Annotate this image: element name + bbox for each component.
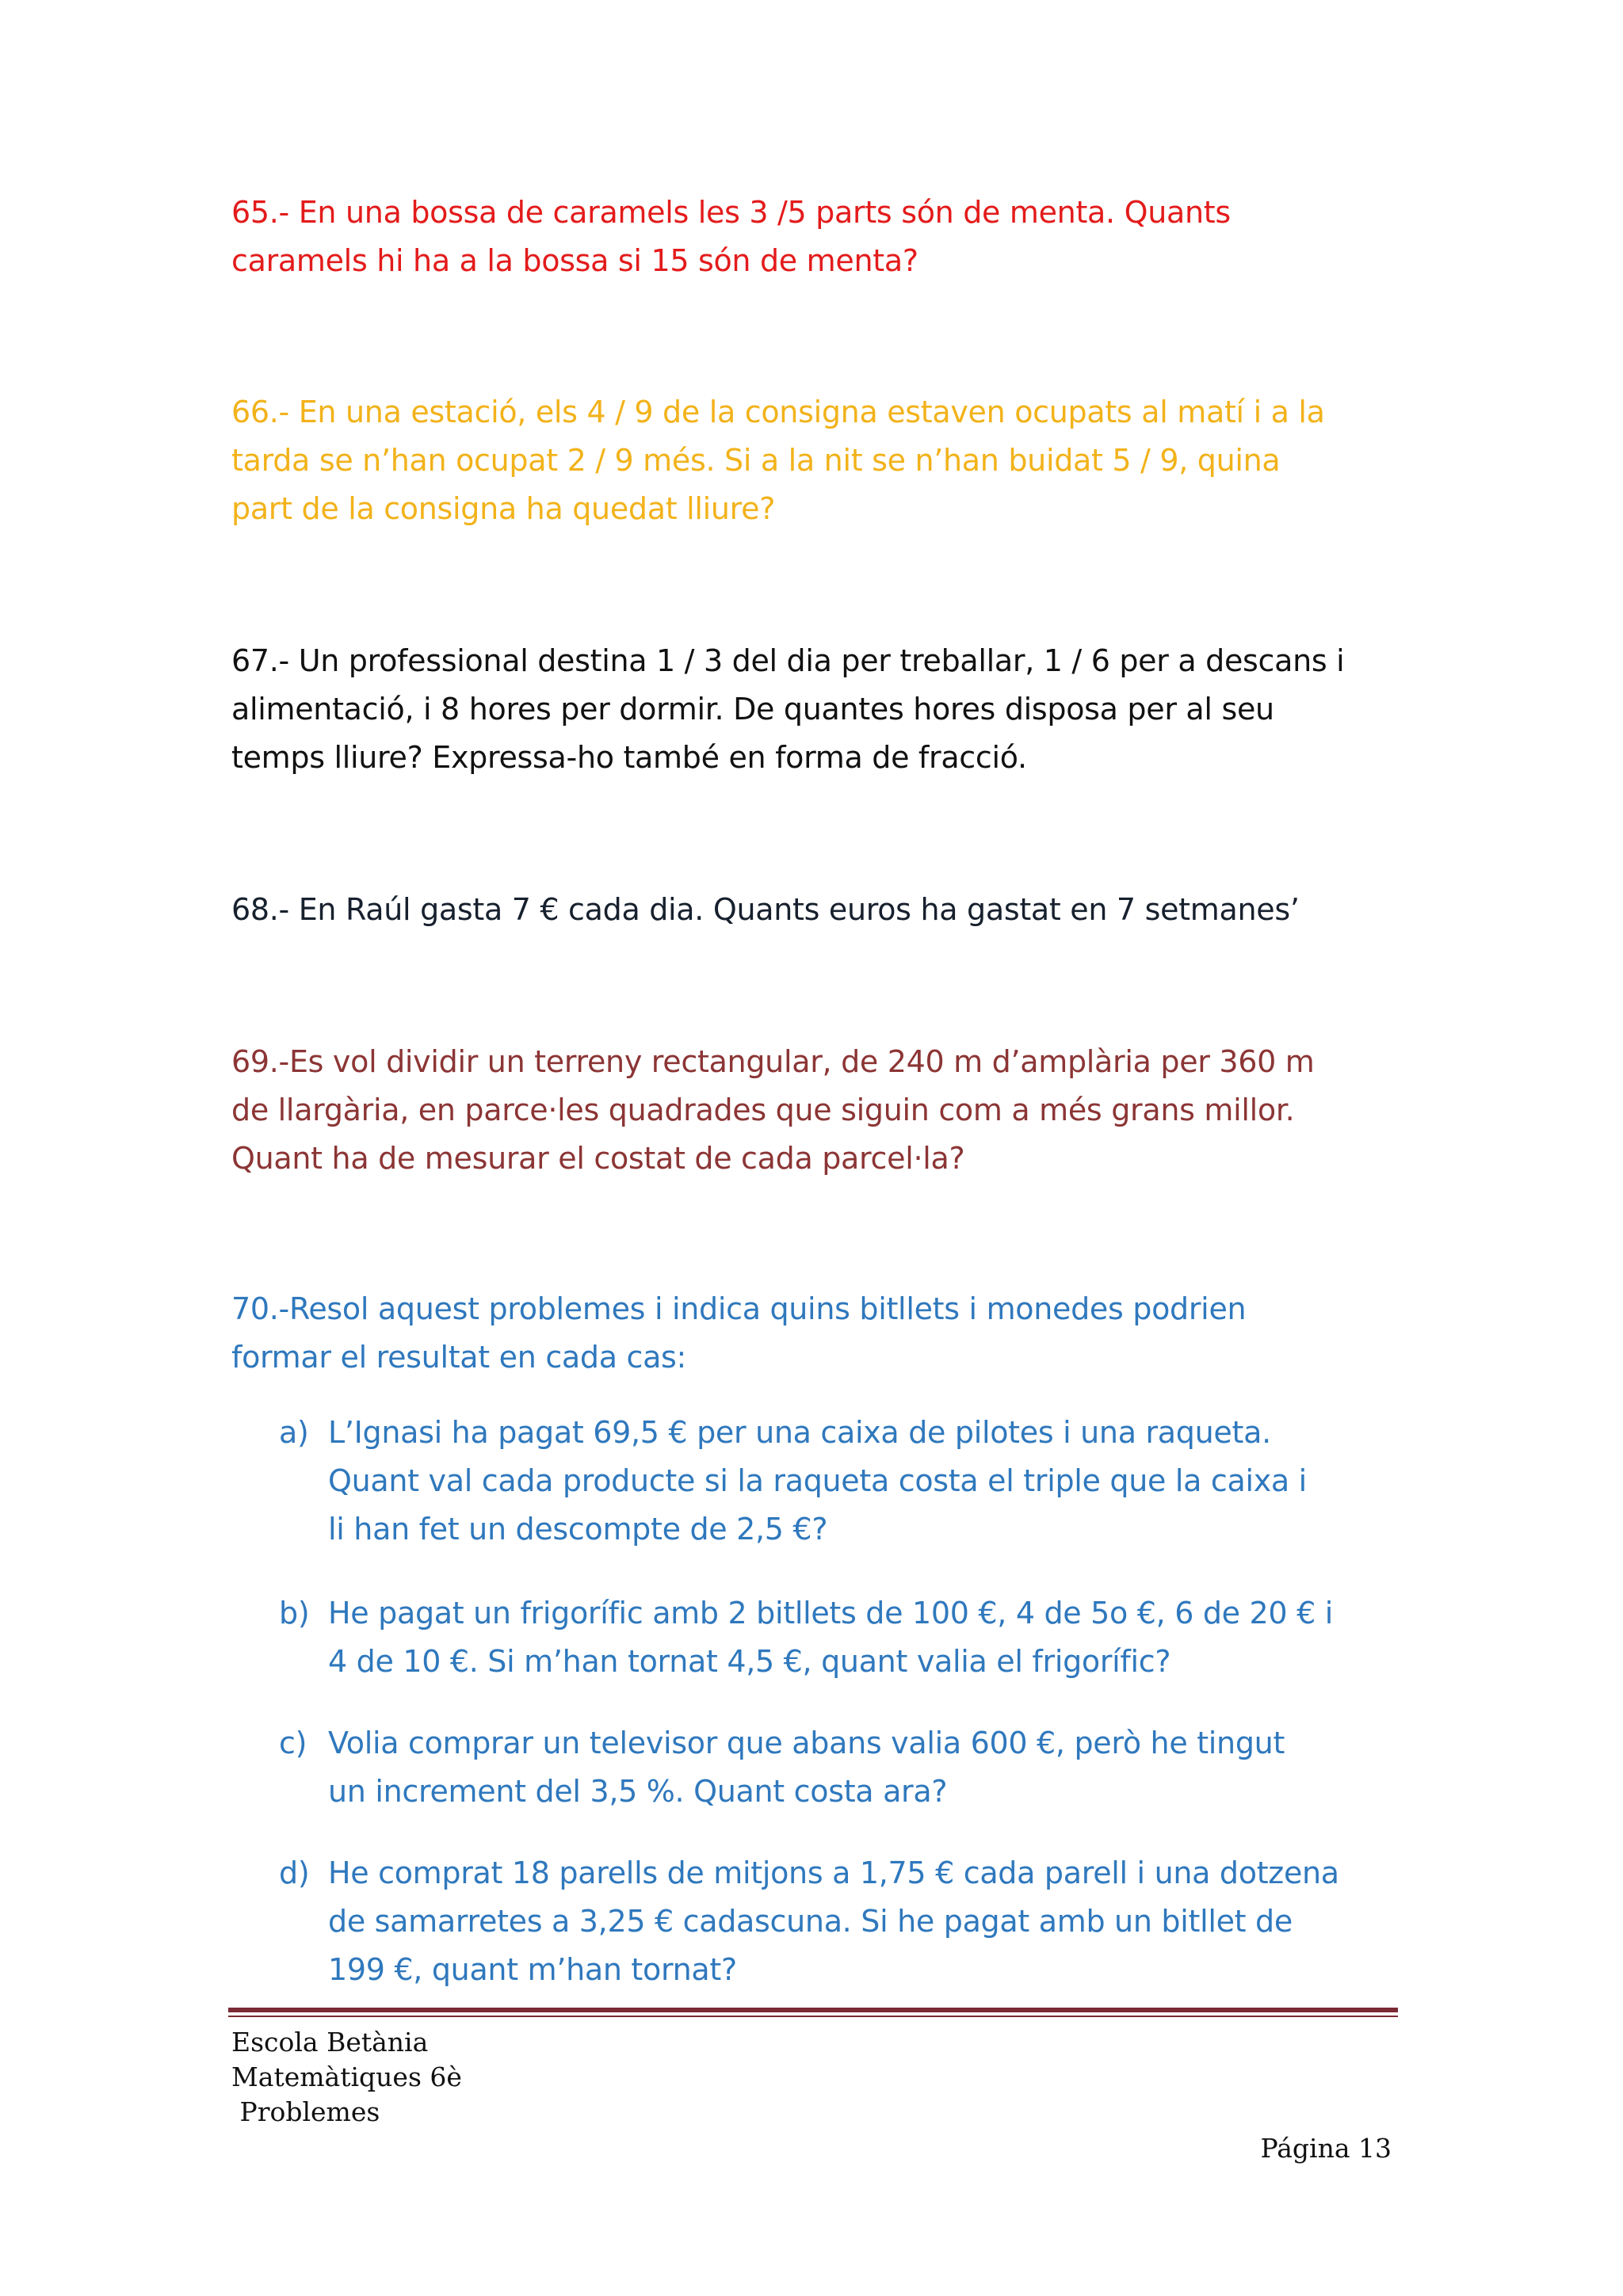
subproblem-c xyxy=(279,1719,1388,1816)
subproblem-letter: c) xyxy=(279,1726,307,1760)
page-number: Página 13 xyxy=(1260,2133,1392,2164)
subproblem-b xyxy=(279,1589,1388,1686)
subproblem-text: L’Ignasi ha pagat 69,5 € per una caixa de pilotes i una raqueta. Quant val cada producte si la raqueta costa el triple que la caixa i li han fet un descompte de 2,5 €? xyxy=(328,1415,1307,1547)
subproblem-text: He comprat 18 parells de mitjons a 1,75 € cada parell i una dotzena de samarretes a 3,25 € cadascuna. Si he pagat amb un bitllet de 199 €, quant m’han tornat? xyxy=(328,1855,1339,1987)
problem-68: 68.- En Raúl gasta 7 € cada dia. Quants euros ha gastat en 7 setmanes’ xyxy=(231,892,1300,927)
problem-66: 66.- En una estació, els 4 / 9 de la consigna estaven ocupats al matí i a la tarda se n’han ocupat 2 / 9 més. Si a la nit se n’han buidat 5 / 9, quina part de la consigna ha quedat lliure? xyxy=(231,395,1325,526)
problem-65: 65.- En una bossa de caramels les 3 /5 parts són de menta. Quants caramels hi ha a la bossa si 15 són de menta? xyxy=(231,195,1231,278)
footer-section: Problemes xyxy=(231,2096,380,2127)
problem-69: 69.-Es vol dividir un terreny rectangular, de 240 m d’amplària per 360 m de llargària, en parce·les quadrades que siguin com a més grans millor. Quant ha de mesurar el costat de cada parcel·la? xyxy=(231,1044,1315,1176)
subproblem-letter: b) xyxy=(279,1596,310,1630)
subproblem-letter: a) xyxy=(279,1415,309,1450)
footer-divider-thin xyxy=(228,2016,1398,2017)
footer-divider-thick xyxy=(228,2008,1398,2012)
subproblem-d xyxy=(279,1849,1388,1994)
footer-subject: Matemàtiques 6è xyxy=(231,2061,462,2092)
subproblem-letter: d) xyxy=(279,1855,310,1890)
subproblem-a xyxy=(279,1409,1388,1554)
footer-school: Escola Betània xyxy=(231,2027,429,2058)
problem-67: 67.- Un professional destina 1 / 3 del dia per treballar, 1 / 6 per a descans i alimentació, i 8 hores per dormir. De quantes hores disposa per al seu temps lliure? Expressa-ho també en forma de fracció. xyxy=(231,643,1345,775)
subproblem-text: Volia comprar un televisor que abans valia 600 €, però he tingut un increment del 3,5 %. Quant costa ara? xyxy=(328,1726,1285,1809)
footer xyxy=(231,2025,462,2130)
problem-70: 70.-Resol aquest problemes i indica quins bitllets i monedes podrien formar el resultat en cada cas: xyxy=(231,1291,1247,1375)
subproblem-text: He pagat un frigorífic amb 2 bitllets de 100 €, 4 de 5o €, 6 de 20 € i 4 de 10 €. Si m’han tornat 4,5 €, quant valia el frigorífic? xyxy=(328,1596,1333,1679)
